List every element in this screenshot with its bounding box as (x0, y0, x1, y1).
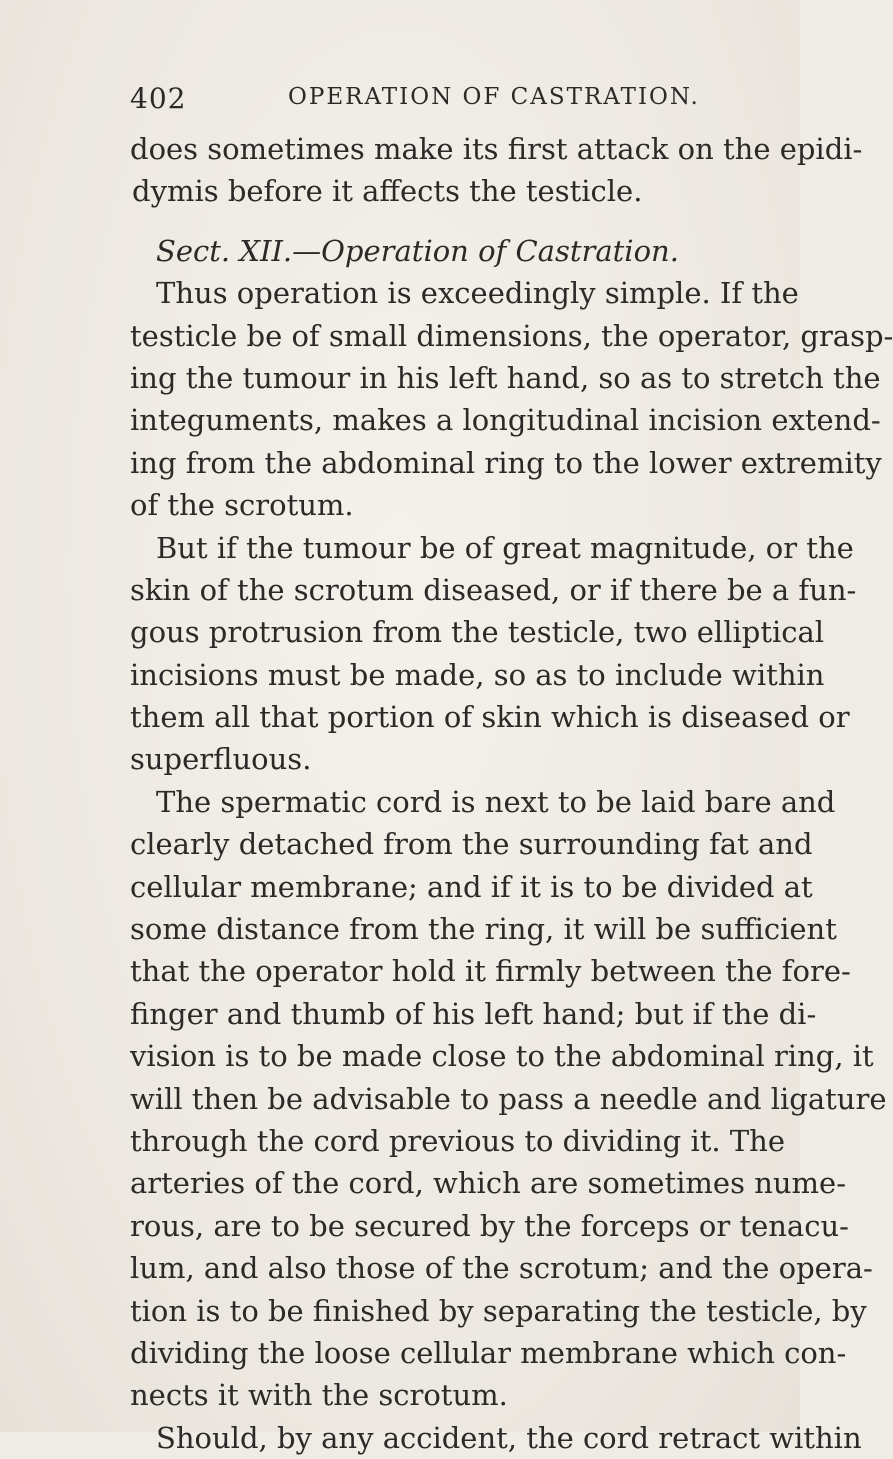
text-line: Should, by any accident, the cord retract within (156, 1420, 862, 1455)
text-line: finger and thumb of his left hand; but if the di- (130, 996, 817, 1031)
text-line: clearly detached from the surrounding fat and (130, 827, 813, 862)
section-heading: Sect. XII.—Operation of Castration. (156, 233, 679, 268)
text-line: The spermatic cord is next to be laid bare and (156, 784, 836, 819)
text-line: Thus operation is exceedingly simple. If the (156, 276, 799, 311)
text-line: them all that portion of skin which is diseased or (130, 700, 850, 735)
text-line: some distance from the ring, it will be sufficient (130, 912, 837, 947)
text-line: will then be advisable to pass a needle and ligature (130, 1081, 887, 1116)
text-line: arteries of the cord, which are sometimes nume- (130, 1166, 847, 1201)
text-line: dividing the loose cellular membrane which con- (130, 1335, 847, 1370)
text-line: But if the tumour be of great magnitude, or the (156, 530, 854, 565)
text-line: incisions must be made, so as to include within (130, 657, 825, 692)
text-line: skin of the scrotum diseased, or if there be a fun- (130, 572, 857, 607)
body-text (130, 128, 893, 1459)
text-line: through the cord previous to dividing it. The (130, 1123, 786, 1158)
text-line: cellular membrane; and if it is to be divided at (130, 869, 813, 904)
text-line: vision is to be made close to the abdominal ring, it (130, 1039, 874, 1074)
text-line: ing from the abdominal ring to the lower extremity (130, 445, 882, 480)
text-line: ing the tumour in his left hand, so as to stretch the (130, 360, 881, 395)
running-head: OPERATION OF CASTRATION. (288, 84, 700, 110)
text-line: of the scrotum. (130, 488, 354, 523)
text-line: rous, are to be secured by the forceps or tenacu- (130, 1208, 849, 1243)
text-line: testicle be of small dimensions, the operator, grasp- (130, 318, 893, 353)
text-line: superfluous. (130, 742, 312, 777)
text-line: dymis before it affects the testicle. (132, 174, 643, 209)
text-line: that the operator hold it firmly between the fore- (130, 954, 851, 989)
text-line: does sometimes make its first attack on the epidi- (130, 132, 863, 166)
page-number: 402 (130, 82, 187, 115)
page-header (130, 82, 770, 122)
text-line: integuments, makes a longitudinal incision extend- (130, 403, 881, 438)
text-line: lum, and also those of the scrotum; and the opera- (130, 1251, 873, 1286)
text-line: nects it with the scrotum. (130, 1378, 508, 1413)
text-line: gous protrusion from the testicle, two elliptical (130, 615, 825, 650)
text-line: tion is to be finished by separating the testicle, by (130, 1293, 867, 1328)
